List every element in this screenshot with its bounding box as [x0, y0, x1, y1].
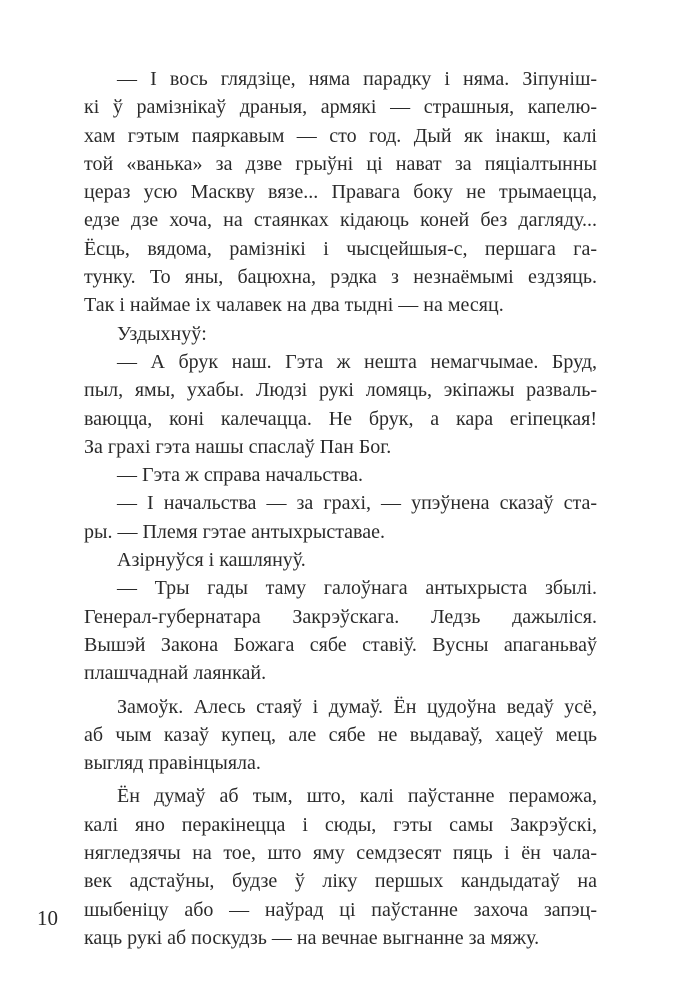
text-line: — І начальства — за грахі, — упэўнена сказаў ста- — [117, 492, 597, 515]
text-line: шыбеніцу або — наўрад ці паўстанне захоча запэц- — [84, 898, 597, 921]
text-line: — Гэта ж справа начальства. — [117, 464, 364, 487]
text-line: Так і наймае іх чалавек на два тыдні — на месяц. — [84, 294, 504, 317]
paragraph — [84, 461, 597, 489]
text-line: — А брук наш. Гэта ж нешта немагчымае. Бруд, — [117, 350, 597, 373]
text-line: Ён думаў аб тым, што, калі паўстанне пераможа, — [117, 785, 597, 808]
text-line: той «ванька» за дзве грыўні ці нават за пяціалтынны — [84, 152, 597, 175]
text-line: калі яно перакінецца і сюды, гэты самы Закрэўскі, — [84, 813, 597, 836]
text-line: едзе дзе хоча, на стаянках кідаюць коней без дагляду... — [84, 209, 597, 232]
text-line: пыл, ямы, ухабы. Людзі рукі ломяць, экіпажы развaль- — [84, 379, 597, 402]
text-line: За грахі гэта нашы спаслаў Пан Бог. — [84, 435, 392, 458]
text-line: нягледзячы на тое, што яму семдзесят пяць і ён чала- — [84, 842, 597, 865]
text-line: Ёсць, вядома, рамізнікі і чысцейшыя-с, першага га- — [84, 237, 597, 260]
page-number: 10 — [37, 906, 58, 930]
paragraph — [84, 693, 597, 778]
paragraph — [84, 320, 597, 348]
text-line: выгляд правінцыяла. — [84, 752, 261, 775]
text-line: — І вось глядзіце, няма парадку і няма. Зіпуніш- — [117, 68, 597, 90]
paragraph — [84, 348, 597, 461]
text-line: хам гэтым паяркавым — сто год. Дый як інакш, калі — [84, 124, 597, 147]
paragraph — [84, 546, 597, 574]
paragraph — [84, 782, 597, 952]
text-line: Вышэй Закона Божага сябе ставіў. Вусны апаганьваў — [84, 633, 597, 656]
text-line: Уздыхнуў: — [117, 322, 207, 345]
text-line: век адстаўны, будзе ў ліку першых кандыдатаў на — [84, 870, 597, 893]
text-line: ваюцца, коні калечацца. Не брук, а кара егіпецкая! — [84, 407, 597, 430]
text-line: Азірнуўся і кашлянуў. — [117, 549, 306, 572]
text-line: кі ў рамізнікаў драныя, армякі — страшныя, капелю- — [84, 96, 597, 119]
text-line: плашчаднай лаянкай. — [84, 662, 267, 685]
paragraph — [84, 65, 597, 320]
text-line: — Тры гады таму галоўнага антыхрыста збылі. — [117, 577, 597, 600]
paragraph — [84, 489, 597, 546]
text-line: цераз усю Маскву вязе... Правага боку не трымаецца, — [84, 181, 597, 204]
text-line: аб чым казаў купец, але сябе не выдаваў, хацеў мець — [84, 723, 597, 746]
text-line: Замоўк. Алесь стаяў і думаў. Ён цудоўна ведаў усё, — [117, 695, 597, 718]
paragraph — [84, 574, 597, 687]
text-line: Генерал-губернатара Закрэўскага. Ледзь дажыліся. — [84, 605, 597, 628]
text-line: тунку. То яны, бацюхна, рэдка з незнаёмымі ездзяць. — [84, 266, 597, 289]
page-body-text — [84, 65, 597, 952]
text-line: ры. — Племя гэтае антыхрыставае. — [84, 520, 385, 543]
text-line: каць рукі аб поскудзь — на вечнае выгнанне за мяжу. — [84, 926, 540, 949]
